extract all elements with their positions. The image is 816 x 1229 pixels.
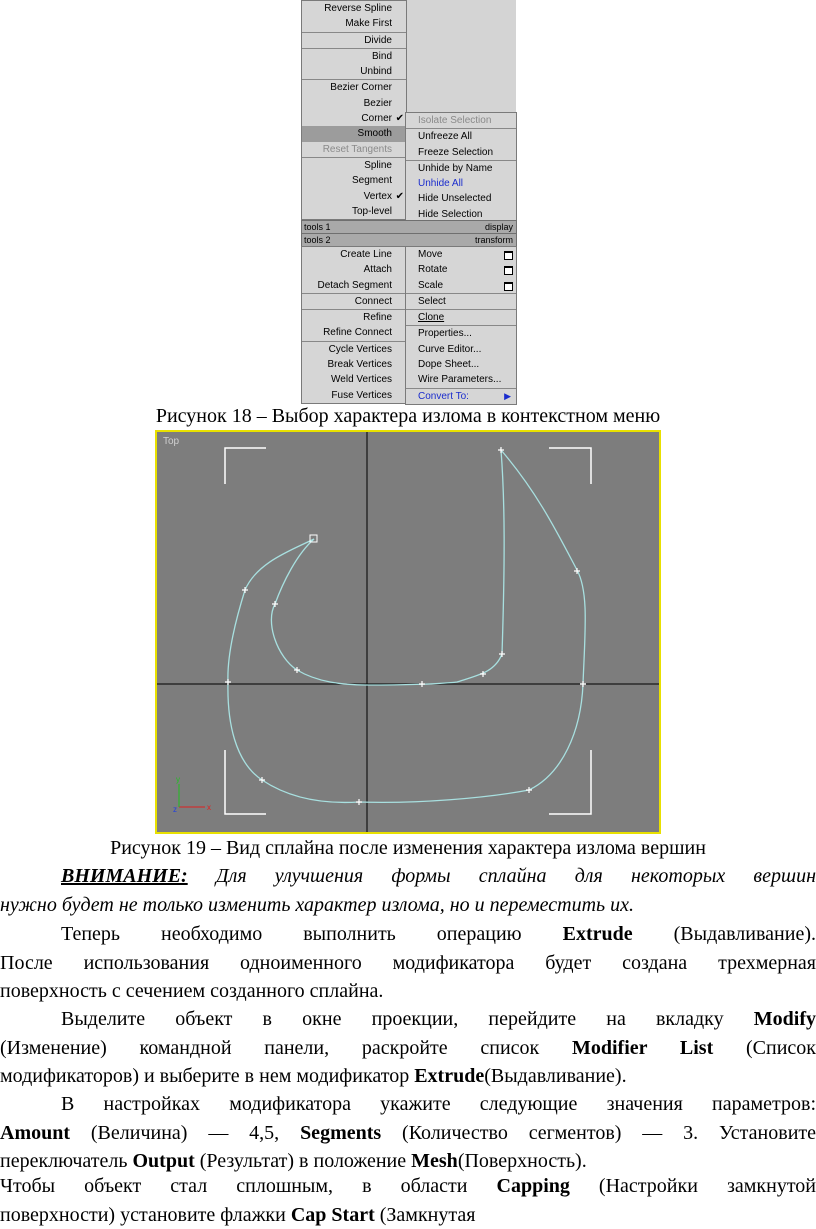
p2-line-3: [0, 1062, 816, 1091]
menu-item-label: Refine Connect: [323, 327, 392, 339]
tools1-bar-label: tools 1: [304, 222, 331, 232]
p4-text-d: (Замкнутая: [374, 1203, 476, 1226]
menu-item-corner[interactable]: [302, 111, 406, 126]
menu-item-label: Hide Selection: [418, 208, 483, 220]
menu-item-convert-to[interactable]: [406, 388, 516, 404]
menu-item-unfreeze-all[interactable]: [406, 128, 516, 144]
menu-item-label: Unfreeze All: [418, 131, 472, 143]
menu-item-label: Break Vertices: [327, 359, 392, 371]
p4-line-1: [0, 1172, 816, 1201]
menu-item-refine-connect[interactable]: [302, 325, 406, 340]
menu-item-break-vertices[interactable]: [302, 357, 406, 372]
p4-line-2: [0, 1201, 816, 1229]
menu-item-weld-vertices[interactable]: [302, 372, 406, 387]
p1-line-3: поверхность с сечением созданного сплайна.: [0, 980, 384, 1003]
checkmark-icon: ✔: [395, 113, 404, 125]
checkmark-icon: ✔: [395, 190, 404, 202]
p1-text-a: Теперь необходимо выполнить операцию: [61, 923, 563, 945]
safe-frame: [225, 448, 591, 814]
menu-item-label: Unhide All: [418, 178, 464, 190]
menu-item-bezier[interactable]: [302, 96, 406, 111]
menu-item-make-first[interactable]: [302, 16, 406, 31]
svg-text:y: y: [176, 775, 180, 784]
menu-item-label: Create Line: [340, 249, 392, 260]
menu-item-attach[interactable]: [302, 262, 406, 277]
menu-item-unbind[interactable]: [302, 64, 406, 79]
p1-bold-extrude: Extrude: [562, 923, 633, 945]
p3-text-d: (Результат) в положение: [194, 1150, 412, 1173]
viewport-top[interactable]: [155, 430, 661, 834]
paragraph-capping: [0, 1172, 816, 1229]
menu-item-move[interactable]: [406, 247, 516, 262]
p2-text-e: (Выдавливание).: [484, 1065, 627, 1088]
menu-item-fuse-vertices[interactable]: [302, 388, 406, 403]
p4-bold-capping: Capping: [496, 1175, 570, 1197]
viewport-label[interactable]: Top: [163, 436, 180, 447]
warning-line-2: нужно будет не только изменить характер излома, но и переместить их.: [0, 893, 635, 916]
submenu-arrow-icon: ▶: [504, 390, 511, 401]
menu-item-properties[interactable]: [406, 325, 516, 341]
menu-item-cycle-vertices[interactable]: [302, 341, 406, 357]
svg-text:z: z: [173, 805, 177, 814]
p4-text-c: поверхности) установите флажки: [0, 1203, 291, 1226]
p4-bold-cap-start: Cap Start: [290, 1203, 375, 1226]
menu-item-label: Select: [418, 295, 446, 307]
menu-item-wire-parameters[interactable]: [406, 372, 516, 387]
menu-item-label: Curve Editor...: [418, 343, 482, 355]
figure18-caption: Рисунок 18 – Выбор характера излома в контекстном меню: [155, 405, 661, 427]
menu-item-reverse-spline[interactable]: [302, 1, 406, 16]
p3-line-2: [0, 1119, 816, 1148]
transform-menu: [405, 246, 517, 405]
warning-paragraph: [0, 862, 816, 919]
p3-bold-output: Output: [132, 1150, 195, 1173]
p2-bold-modifier-list: Modifier List: [572, 1036, 714, 1059]
menu-item-label: Freeze Selection: [418, 146, 494, 158]
menu-item-label: Bezier: [363, 97, 392, 109]
menu-item-label: Segment: [351, 175, 392, 187]
menu-item-label: Bezier Corner: [330, 82, 392, 94]
menu-item-bind[interactable]: [302, 48, 406, 64]
menu-item-label: Make First: [345, 18, 392, 30]
p2-bold-modify: Modify: [753, 1008, 816, 1030]
menu-item-curve-editor[interactable]: [406, 342, 516, 357]
menu-item-rotate[interactable]: [406, 262, 516, 277]
menu-item-detach-segment[interactable]: [302, 278, 406, 293]
figure19-caption: Рисунок 19 – Вид сплайна после изменения характера излома вершин: [110, 837, 706, 859]
menu-item-clone[interactable]: [406, 309, 516, 325]
menu-item-vertex[interactable]: [302, 189, 406, 204]
menu-item-label: Move: [418, 249, 443, 260]
menu-item-label: Hide Unselected: [418, 193, 492, 205]
menu-item-unhide-by-name[interactable]: [406, 160, 516, 176]
quad-menu: [301, 0, 516, 400]
paragraph-extrude-intro: [0, 920, 816, 1006]
display-menu: [405, 112, 517, 223]
menu-item-smooth[interactable]: [302, 126, 406, 141]
menu-item-label: Top-level: [351, 205, 392, 217]
tools2-bar-label: tools 2: [304, 235, 331, 245]
axis-tripod-icon: [173, 775, 211, 814]
display-bar-label: display: [484, 222, 513, 232]
paragraph-parameters: [0, 1090, 816, 1176]
p1-line-1: [0, 920, 816, 949]
tools1-menu: [301, 0, 407, 220]
p2-line-2: [0, 1034, 816, 1063]
p1-text-c: (Выдавливание).: [632, 923, 816, 945]
menu-item-label: Vertex: [363, 190, 392, 202]
menu-item-label: Reset Tangents: [322, 143, 392, 155]
warning-label: ВНИМАНИЕ:: [61, 865, 188, 887]
menu-item-label: Connect: [354, 295, 392, 307]
settings-box-icon[interactable]: [504, 266, 513, 275]
menu-item-spline[interactable]: [302, 157, 406, 173]
menu-item-label: Wire Parameters...: [418, 374, 502, 386]
menu-item-dope-sheet[interactable]: [406, 357, 516, 372]
menu-item-label: Isolate Selection: [418, 115, 492, 126]
menu-item-label: Rotate: [418, 264, 448, 276]
menu-item-segment[interactable]: [302, 173, 406, 188]
menu-item-label: Smooth: [357, 128, 392, 140]
tools2-transform-bar: [301, 233, 517, 247]
p3-bold-mesh: Mesh: [411, 1150, 458, 1173]
warning-text-1: Для улучшения формы сплайна для некоторых вершин: [187, 865, 816, 887]
p3-text-b: (Количество сегментов) — 3. Установите: [381, 1121, 816, 1144]
p2-text-d: модификаторов) и выберите в нем модификатор: [0, 1065, 415, 1088]
menu-item-create-line[interactable]: [302, 247, 406, 262]
p2-line-1: [0, 1005, 816, 1034]
p3-bold-amount: Amount: [0, 1121, 71, 1144]
menu-item-connect[interactable]: [302, 293, 406, 309]
p1-line-2: После использования одноименного модификатора будет создана трехмерная: [0, 951, 816, 974]
menu-item-isolate-selection[interactable]: [406, 113, 516, 128]
menu-item-label: Attach: [363, 264, 392, 276]
transform-bar-label: transform: [474, 235, 513, 245]
menu-item-refine[interactable]: [302, 309, 406, 325]
menu-item-top-level[interactable]: [302, 204, 406, 219]
menu-item-bezier-corner[interactable]: [302, 79, 406, 95]
menu-item-label: Properties...: [418, 328, 472, 340]
svg-text:x: x: [207, 803, 211, 812]
p2-text-c: (Список: [713, 1036, 816, 1059]
p3-text-a: (Величина) — 4,5,: [70, 1121, 301, 1144]
viewport-canvas: [157, 432, 659, 832]
menu-item-reset-tangents[interactable]: [302, 142, 406, 157]
tools2-menu: [301, 246, 407, 404]
menu-item-hide-unselected[interactable]: [406, 191, 516, 206]
p4-text-b: (Настройки замкнутой: [569, 1175, 816, 1197]
p2-text-a: Выделите объект в окне проекции, перейдите на вкладку: [61, 1008, 754, 1030]
spline-vertices: [225, 447, 586, 805]
menu-item-unhide-all[interactable]: [406, 176, 516, 191]
p4-text-a: Чтобы объект стал сплошным, в области: [0, 1175, 497, 1197]
menu-item-label: Corner: [361, 113, 392, 125]
menu-item-label: Weld Vertices: [331, 374, 392, 386]
menu-item-label: Clone: [418, 312, 445, 324]
p2-bold-extrude: Extrude: [414, 1065, 485, 1088]
menu-item-label: Scale: [418, 279, 444, 291]
menu-item-label: Convert To:: [418, 390, 469, 402]
settings-box-icon[interactable]: [504, 282, 513, 291]
warning-line-1: [0, 862, 816, 891]
settings-box-icon[interactable]: [504, 251, 513, 260]
menu-item-label: Bind: [371, 50, 392, 62]
menu-item-label: Unhide by Name: [418, 162, 493, 174]
menu-item-scale[interactable]: [406, 278, 516, 293]
menu-item-label: Refine: [363, 312, 392, 324]
p3-bold-segments: Segments: [300, 1121, 382, 1144]
p2-text-b: (Изменение) командной панели, раскройте список: [0, 1036, 572, 1059]
menu-item-label: Cycle Vertices: [328, 343, 392, 355]
menu-item-freeze-selection[interactable]: [406, 145, 516, 160]
tools1-display-bar: [301, 220, 517, 234]
menu-item-label: Dope Sheet...: [418, 359, 480, 371]
menu-item-label: Divide: [364, 34, 392, 46]
p3-line-1: В настройках модификатора укажите следующие значения параметров:: [61, 1093, 816, 1115]
p3-text-c: переключатель: [0, 1150, 133, 1173]
menu-item-label: Unbind: [360, 66, 392, 78]
menu-item-label: Spline: [364, 159, 392, 171]
menu-item-label: Fuse Vertices: [331, 389, 392, 401]
paragraph-modify: [0, 1005, 816, 1091]
menu-item-label: Reverse Spline: [324, 3, 392, 14]
menu-item-divide[interactable]: [302, 32, 406, 48]
spline-shape: [228, 450, 585, 802]
menu-item-label: Detach Segment: [317, 279, 392, 291]
p3-text-e: (Поверхность).: [457, 1150, 587, 1173]
menu-item-select[interactable]: [406, 293, 516, 309]
